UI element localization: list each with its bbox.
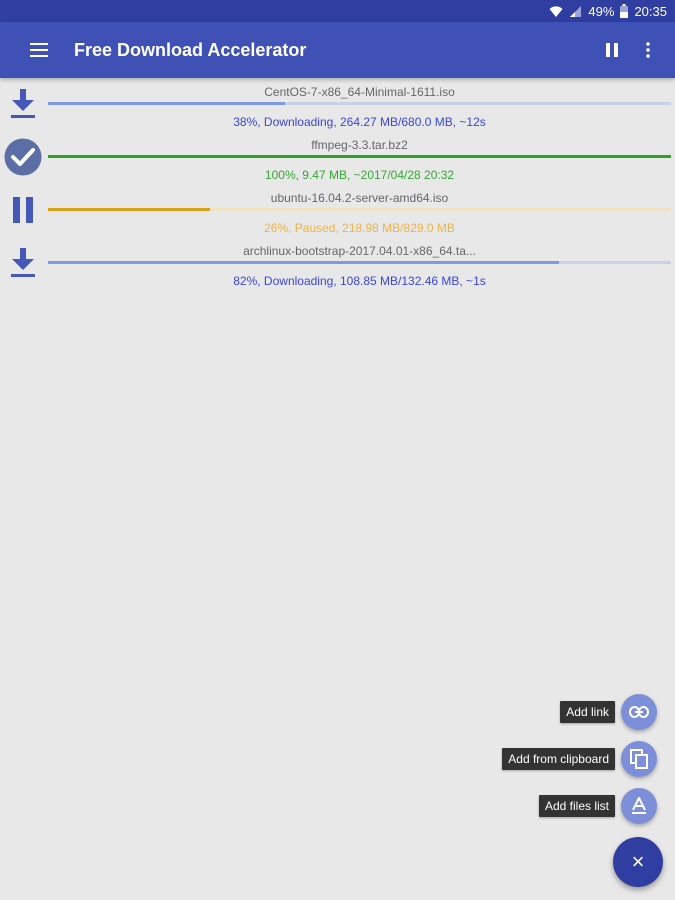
clipboard-icon [630, 749, 648, 769]
download-icon [4, 244, 42, 282]
progress-track [48, 261, 671, 264]
download-status: 82%, Downloading, 108.85 MB/132.46 MB, ~1s [233, 274, 486, 288]
progress-track [48, 155, 671, 158]
download-filename: CentOS-7-x86_64-Minimal-1611.iso [264, 85, 455, 99]
add-files-list-label[interactable]: Add files list [539, 795, 615, 817]
pause-all-button[interactable] [598, 36, 626, 64]
download-status: 38%, Downloading, 264.27 MB/680.0 MB, ~12s [233, 115, 486, 129]
add-link-label[interactable]: Add link [560, 701, 615, 723]
add-from-clipboard-action[interactable] [502, 741, 657, 777]
progress-track [48, 208, 671, 211]
download-status: 26%, Paused, 218.98 MB/829.0 MB [264, 221, 455, 235]
download-icon [4, 85, 42, 123]
link-icon [629, 706, 649, 718]
menu-button[interactable] [22, 36, 56, 64]
check-circle-icon [4, 138, 42, 176]
add-link-action[interactable] [560, 694, 657, 730]
hamburger-icon [30, 43, 48, 57]
files-list-icon [631, 797, 647, 815]
pause-icon [4, 191, 42, 229]
add-from-clipboard-button[interactable] [621, 741, 657, 777]
download-filename: ffmpeg-3.3.tar.bz2 [311, 138, 408, 152]
download-item[interactable] [0, 187, 675, 239]
battery-percent: 49% [588, 3, 615, 19]
close-fab-button[interactable] [613, 837, 663, 887]
download-item[interactable] [0, 81, 675, 133]
add-files-list-button[interactable] [621, 788, 657, 824]
battery-icon [620, 4, 628, 18]
overflow-menu-button[interactable] [636, 36, 660, 64]
progress-fill [48, 208, 210, 211]
progress-fill [48, 102, 285, 105]
signal-icon [569, 5, 582, 18]
download-filename: archlinux-bootstrap-2017.04.01-x86_64.ta... [243, 244, 476, 258]
download-filename: ubuntu-16.04.2-server-amd64.iso [270, 191, 449, 205]
clock: 20:35 [634, 3, 667, 19]
app-bar [0, 22, 675, 78]
add-files-list-action[interactable] [539, 788, 657, 824]
download-item[interactable] [0, 134, 675, 186]
wifi-icon [549, 5, 563, 18]
progress-track [48, 102, 671, 105]
download-item[interactable] [0, 240, 675, 292]
close-icon: × [631, 849, 645, 874]
more-vert-icon [646, 42, 650, 58]
progress-fill [48, 261, 559, 264]
status-bar [0, 0, 675, 22]
pause-icon [606, 43, 618, 57]
app-title: Free Download Accelerator [74, 40, 307, 60]
add-link-button[interactable] [621, 694, 657, 730]
download-status: 100%, 9.47 MB, ~2017/04/28 20:32 [264, 168, 455, 182]
add-from-clipboard-label[interactable]: Add from clipboard [502, 748, 615, 770]
progress-fill [48, 155, 671, 158]
